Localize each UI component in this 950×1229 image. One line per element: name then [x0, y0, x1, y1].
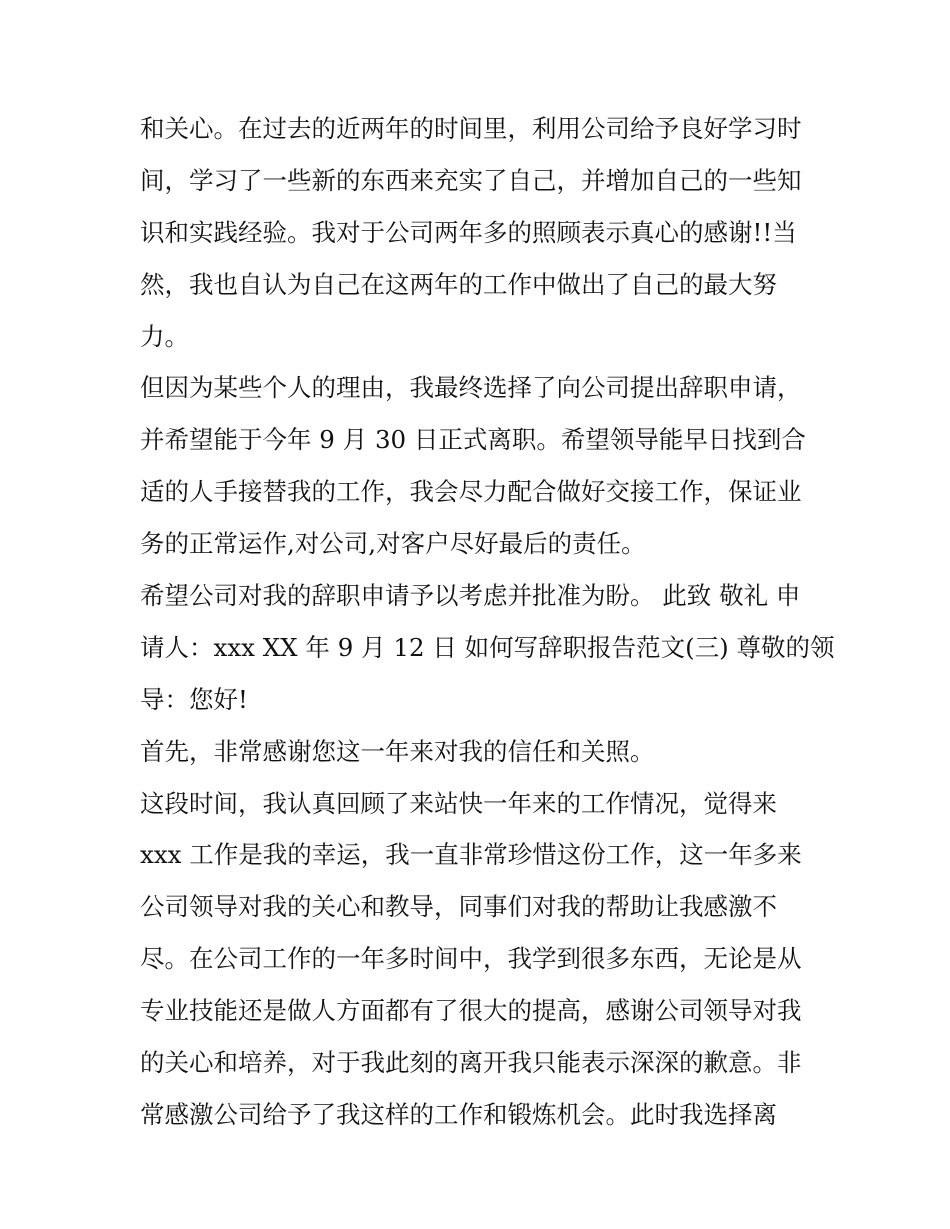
paragraph-closing-and-signature	[140, 570, 835, 726]
text-line: 尽。在公司工作的一年多时间中，我学到很多东西，无论是从	[140, 944, 802, 974]
text-line: 但因为某些个人的理由，我最终选择了向公司提出辞职申请，	[140, 373, 802, 403]
text-line: 然，我也自认为自己在这两年的工作中做出了自己的最大努	[140, 269, 777, 299]
paragraph-reflection	[140, 778, 820, 1141]
paragraph-gratitude	[140, 103, 820, 362]
document-body	[140, 103, 835, 1141]
text-line: 识和实践经验。我对于公司两年多的照顾表示真心的感谢!!当	[140, 217, 797, 247]
text-line: 导：您好!	[140, 684, 248, 714]
text-line: 务的正常运作,对公司,对客户尽好最后的责任。	[140, 529, 646, 559]
text-line: 希望公司对我的辞职申请予以考虑并批准为盼。 此致 敬礼 申	[140, 581, 801, 611]
text-line: 的关心和培养，对于我此刻的离开我只能表示深深的歉意。非	[140, 1048, 802, 1078]
text-line: 常感激公司给予了我这样的工作和锻炼机会。此时我选择离	[140, 1099, 777, 1129]
text-line: 并希望能于今年 9 月 30 日正式离职。希望领导能早日找到合	[140, 425, 806, 455]
text-line: 专业技能还是做人方面都有了很大的提高，感谢公司领导对我	[140, 996, 802, 1026]
text-line: 公司领导对我的关心和教导，同事们对我的帮助让我感激不	[140, 892, 777, 922]
text-line: 适的人手接替我的工作，我会尽力配合做好交接工作，保证业	[140, 477, 802, 507]
text-line: 请人：xxx XX 年 9 月 12 日 如何写辞职报告范文(三) 尊敬的领	[140, 632, 835, 662]
paragraph-resignation-request	[140, 362, 820, 570]
text-line: 和关心。在过去的近两年的时间里，利用公司给予良好学习时	[140, 114, 802, 143]
paragraph-thanks	[140, 726, 820, 778]
text-line: xxx 工作是我的幸运，我一直非常珍惜这份工作，这一年多来	[140, 840, 802, 870]
text-line: 首先，非常感谢您这一年来对我的信任和关照。	[140, 736, 655, 766]
text-line: 这段时间，我认真回顾了来站快一年来的工作情况，觉得来	[140, 788, 777, 818]
text-line: 间，学习了一些新的东西来充实了自己，并增加自己的一些知	[140, 165, 802, 195]
text-line: 力。	[140, 321, 189, 351]
